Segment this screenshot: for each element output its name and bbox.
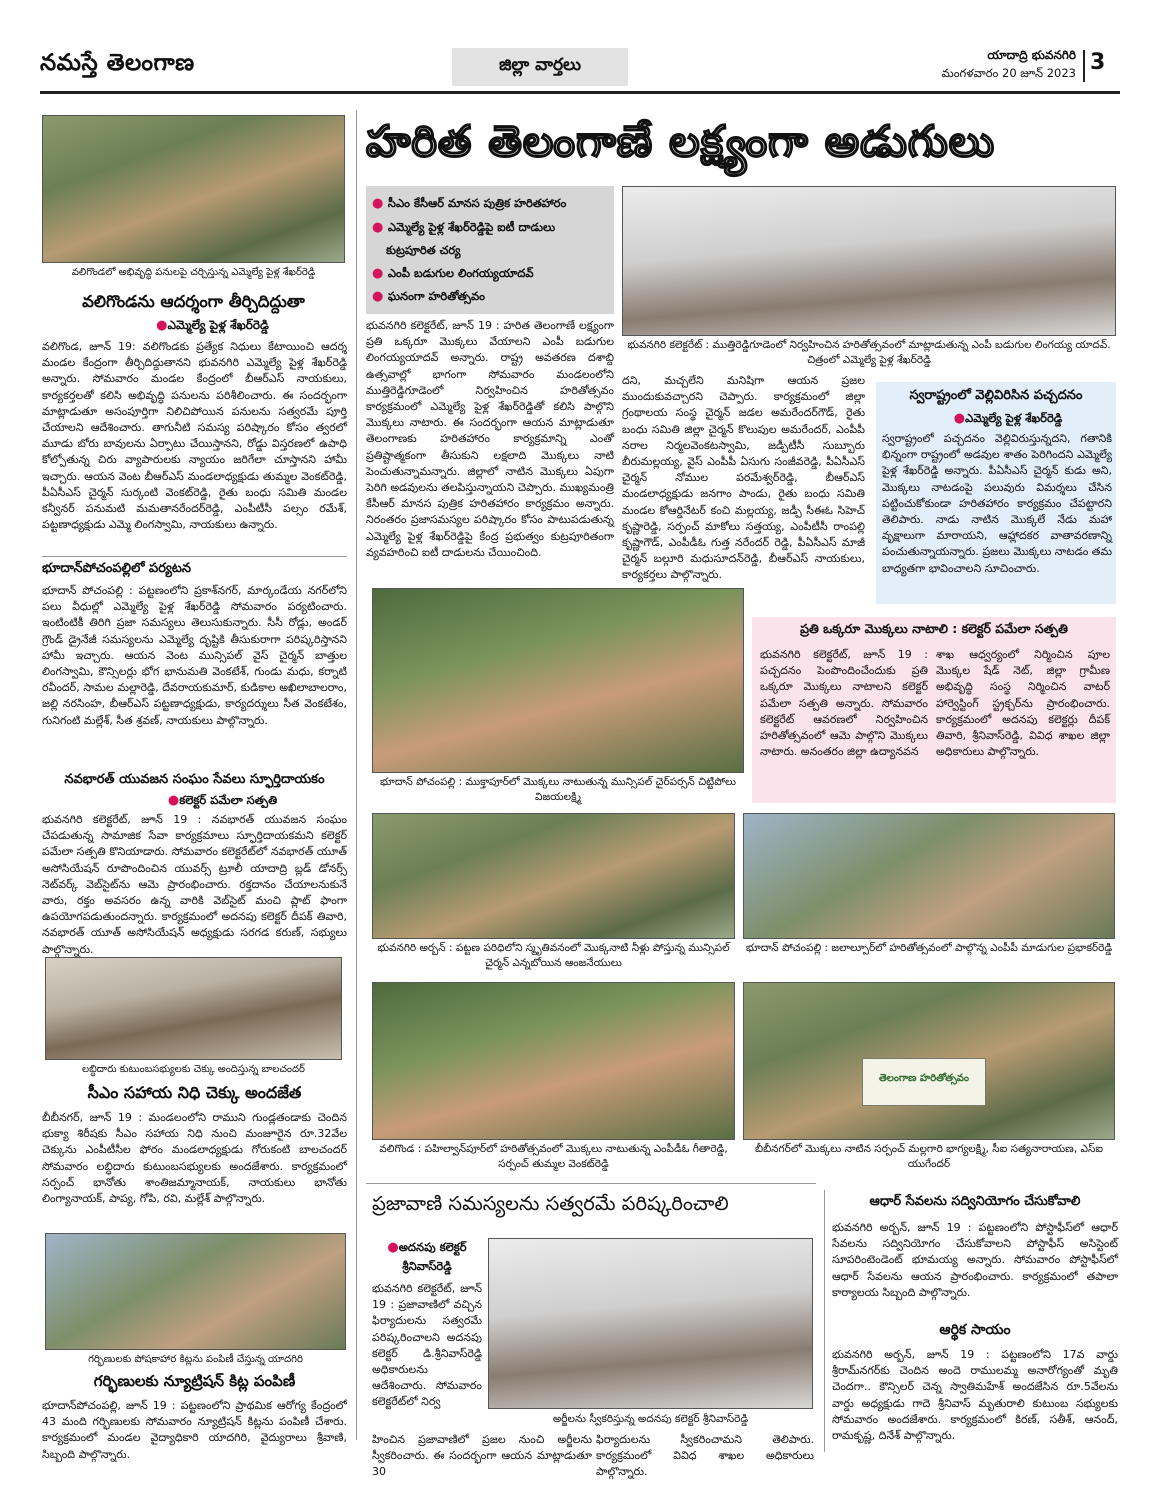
masthead: నమస్తే తెలంగాణ (40, 50, 195, 76)
photo-jalalpur (743, 813, 1115, 939)
prajavani-col1: హించిన ప్రజావాణిలో ప్రజల నుంచి అర్జీలను స్వీకరించారు. ఈ సందర్భంగా ఆయన మాట్లాడుతూ 30 (372, 1433, 592, 1479)
left-headline-5: గర్భిణులకు న్యూట్రిషన్ కిట్ల పంపిణీ (93, 1372, 296, 1390)
bullet-3-text: ఎంపీ బడుగుల లింగయ్యయాదవ్ (387, 265, 534, 280)
header-rule (40, 91, 1120, 94)
page-number: 3 (1090, 50, 1106, 75)
left-headline-2: భూదాన్‌పోచంపల్లిలో పర్యటన (42, 561, 192, 576)
photo-smruthivanam (372, 813, 735, 939)
bullet-icon: ● (372, 219, 388, 235)
aadhar-article: భువనగిరి అర్బన్, జూన్ 19 : పట్టణంలోని పోస్టాఫీస్‌లో ఆధార్ సేవలను సద్వినియోగం చేసుకోవాలని పోస్టాఫీస్ అసిస్టెంట్ సూపరింటెండెంట్ భూమయ్య అన్నారు. సోమవారం పోస్టాఫీస్‌లో ఆధార్ సేవలను ఆయన ప్రారంభించారు. కార్యక్రమంలో తపాలా కార్యాలయ సిబ్బంది పాల్గొన్నారు. (832, 1221, 1118, 1299)
bullet-2-cont: కుట్రపూరిత చర్య (386, 243, 461, 257)
prajavani-title: ప్రజావాణి సమస్యలను సత్వరమే పరిష్కరించాలి (372, 1192, 729, 1215)
main-photo-mukthapur (372, 588, 744, 773)
left-sub-bar-2 (42, 556, 347, 557)
main-bullets (372, 192, 612, 312)
left-article-2: భూదాన్ పోచంపల్లి : పట్టణంలోని ప్రకాశ్‌నగర్, మార్కండేయ నగర్‌లోని పలు వీధుల్లో ఎమ్మెల్యే పైళ్ల శేఖర్‌రెడ్డి సోమవారం పర్యటించారు. ఇంటింటికీ తిరిగి ప్రజా సమస్యలు తెలుసుకున్నారు. సీసీ రోడ్లు, అండర్ గ్రౌండ్ డ్రైనేజీ సమస్యలను ఎమ్మెల్యే దృష్టికి తీసుకురాగా పరిష్కరిస్తానని హామీ ఇచ్చారు. ఆయన వెంట మున్సిపల్ వైస్ చైర్మన్ బాత్తుల లింగస్వామి, కౌన్సిలర్లు భోగ భానుమతి వెంకటేశ్, గుండు మధు, కర్నాటి రవీందర్, సామల మల్లారెడ్డి, దేవరాయకుమార్, కుడికాల అఖిలాబాలరాం, జల్లి నరసింహ, బీఆర్‌ఎస్ పట్టణాధ్యక్షుడు, కార్యదర్శులు సీత వెంకటేశం, గునిగంటి మల్లేశ్, సీత శ్రవణ్, నాయకులు పాల్గొన్నారు. (42, 584, 347, 727)
bullet-4-text: ఘనంగా హరితోత్సవం (387, 289, 485, 303)
bibinagar-banner-text: తెలంగాణ హరితోత్సవం (879, 1073, 969, 1084)
swarashtram-title: స్వరాష్ట్రంలో వెల్లివిరిసిన పచ్చదనం (909, 388, 1083, 403)
main-photo-caption: భువనగిరి కలెక్టరేట్ : ముత్తిరెడ్డిగూడెంలో నిర్వహించిన హరితోత్సవంలో మాట్లాడుతున్న ఎంపీ బడుగుల లింగయ్య యాదవ్. చిత్రంలో ఎమ్మెల్యే పైళ్ల శేఖర్‌రెడ్డి (627, 339, 1111, 366)
bullet-3 (372, 262, 612, 286)
bullet-icon: ● (156, 318, 168, 333)
swarashtram-byline (900, 411, 1116, 429)
main-article-col2: దని, మచ్చలేని మనిషిగా ఆయన ప్రజల ముందుకువచ్చారని చెప్పారు. కార్యక్రమంలో జిల్లా గ్రంథాలయ సంస్థ చైర్మన్ జడల అమరేందర్‌గౌడ్, రైతు బంధు సమితి జిల్లా చైర్మన్ కొలుపుల అమరేందర్, ఎంపీపీ నరాల నిర్మలవెంకటస్వామి, జడ్పీటీసీ సుబ్బూరు బీరుమల్లయ్య, వైస్ ఎంపీపీ ఏసుగు సంజీవరెడ్డి, పీఏసీఎస్ చైర్మన్ నోముల పరమేశ్వర్‌రెడ్డి, బీఆర్‌ఎస్ మండలాధ్యక్షుడు జనగాం పాండు, రైతు బంధు సమితి మండల కోఆర్డినేటర్ కంచి మల్లయ్య, జడ్పీ సీఈఓ సిహెచ్ కృష్ణారెడ్డి, సర్పంచ్ మాకోలు సత్తయ్య, ఎంపీటీసీ రాంపల్లి కృష్ణాగౌడ్, ఎంపీడీఓ గుత్త నరేందర్ రెడ్డి, పీఏసీఎస్ మాజీ చైర్మన్ బల్గూరి మధుసూదన్‌రెడ్డి, బీఆర్‌ఎస్ నాయకులు, కార్యకర్తలు పాల్గొన్నారు. (622, 374, 865, 582)
left-photo-valigonda (42, 115, 345, 263)
left-photo-valigonda-caption: వలిగొండలో అభివృద్ధి పనులపై చర్చిస్తున్న ఎమ్మెల్యే పైళ్ల శేఖర్‌రెడ్డి (71, 267, 316, 278)
prajavani-rule (366, 1183, 816, 1184)
left-photo-nutrition (45, 1233, 346, 1350)
swarashtram-article: స్వరాష్ట్రంలో పచ్చదనం వెల్లివిరుస్తున్నదని, గతానికి భిన్నంగా రాష్ట్రంలో అడవుల శాతం పెరిగిందని ఎమ్మెల్యే పైళ్ల శేఖర్‌రెడ్డి అన్నారు. పీఏసీఎస్ చైర్మన్ కుడు అని, మొక్కలు నాటడంపై పలువురు విమర్శలు చేసిన పట్టించుకోకుండా హరితహారం కార్యక్రమం చేపట్టారని తెలిపారు. నాడు నాటిన మొక్కలే నేడు మహా వృక్షాలుగా మారాయని, ఆహ్లాదకర వాతావరణాన్ని పంచుతున్నాయన్నారు. ప్రజలు మొక్కలు నాటడం తమ బాధ్యతగా భావించాలని సూచించారు. (882, 432, 1112, 575)
main-headline: హరిత తెలంగాణే లక్ష్యంగా అడుగులు (366, 117, 996, 167)
swarashtram-byline-text: ఎమ్మెల్యే పైళ్ల శేఖర్‌రెడ్డి (965, 411, 1063, 425)
prajavani-col2: ఫిర్యాదులను స్వీకరించామని తెలిపారు. కార్యక్రమంలో వివిధ శాఖల అధికారులు పాల్గొన్నారు. (596, 1433, 814, 1479)
bullet-2-text: ఎమ్మెల్యే పైళ్ల శేఖర్‌రెడ్డిపై ఐటీ దాడులు (387, 219, 556, 234)
left-photo-nutrition-caption: గర్భిణులకు పోషకాహార కిట్లను పంపిణీ చేస్తున్న యాదగిరి (88, 1354, 303, 1365)
left-article-4: బీబీనగర్, జూన్ 19 : మండలంలోని రాముని గుండ్లతండాకు చెందిన భుక్యా శిరీషకు సీఎం సహాయ నిధి నుంచి మంజూరైన రూ.32వేల చెక్కును ఎంపీటీసీల ఫోరం మండలాధ్యక్షుడు గోరుకంటి బాలచందర్ సోమవారం లబ్ధిదారు కుటుంబసభ్యులకు అందజేశారు. కార్యక్రమంలో సర్పంచ్ భానోతు శాంతిజమ్మానాయక్, నాయకులు భానోతు లింగ్యానాయక్, పాప్య, గోపి, రవి, మల్లేశ్ పాల్గొన్నారు. (42, 1111, 347, 1206)
collector-title: ప్రతి ఒక్కరూ మొక్కలు నాటాలి : కలెక్టర్ పమేలా సత్పతి (800, 621, 1068, 636)
left-article-3: భువనగిరి కలెక్టరేట్, జూన్ 19 : నవభారత్ యువజన సంఘం చేపడుతున్న సామాజిక సేవా కార్యక్రమాలు స్ఫూర్తిదాయకమని కలెక్టర్ పమేలా సత్పతి కొనియాడారు. సోమవారం కలెక్టరేట్‌లో నవభారత్ యూత్ అసోసియేషన్ రూపొందించిన యువర్స్ ట్రూలీ యాదాద్రి బ్లడ్ డోనర్స్ నెట్‌వర్క్ వెబ్‌సైట్‌ను ఆమె ప్రారంభించారు. రక్తదానం చేయాలనుకునే వారు, రక్తం అవసరం ఉన్న వారికి వెబ్‌సైట్ మంచి ప్లాట్ ఫాంగా ఉపయోగపడుతుందన్నారు. కార్యక్రమంలో అదనపు కలెక్టర్ దీపక్ తివారి, నవభారత్ యూత్ అసోసియేషన్ అధ్యక్షుడు సరగడ కరుణ్, సభ్యులు పాల్గొన్నారు. (42, 813, 347, 956)
collector-article-col1: భువనగిరి కలెక్టరేట్, జూన్ 19 : పచ్చదనం పెంపొందించేందుకు ప్రతి ఒక్కరూ మొక్కలు నాటాలని కలెక్టర్ పమేలా సత్పతి అన్నారు. సోమవారం కలెక్టరేట్ ఆవరణలో నిర్వహించిన హరితోత్సవంలో ఆమె పాల్గొని మొక్కలు నాటారు. అనంతరం జిల్లా ఉద్యానవన (760, 648, 928, 759)
aadhar-title: ఆధార్ సేవలను సద్వినియోగం చేసుకోవాలి (869, 1194, 1081, 1209)
bullet-icon: ● (372, 196, 388, 211)
district-label: యాదాద్రి భువనగిరి (987, 48, 1076, 62)
photo-jalalpur-caption: భూదాన్ పోచంపల్లి : జలాల్పూర్‌లో హరితోత్సవంలో పాల్గొన్న ఎంపీపీ మాడుగుల ప్రభాకర్‌రెడ్డి (745, 942, 1113, 954)
photo-smruthivanam-caption: భువనగిరి అర్బన్ : పట్టణ పరిధిలోని స్మృతివనంలో మొక్కనాటి నీళ్లు పోస్తున్న మున్సిపల్ చైర్మన్ ఎన్నబోయిన ఆంజనేయులు (377, 942, 730, 969)
left-byline-1-text: ఎమ్మెల్యే పైళ్ల శేఖర్‌రెడ్డి (167, 318, 269, 332)
arthika-title: ఆర్థిక సాయం (939, 1322, 1011, 1338)
right-lower-rule (824, 1190, 825, 1452)
prajavani-byline-1-text: అదనపు కలెక్టర్ (398, 1240, 467, 1254)
left-photo-cheque (45, 957, 342, 1060)
left-byline-3 (100, 793, 345, 810)
left-article-5: భూదాన్‌పోచంపల్లి, జూన్ 19 : పట్టణంలోని ప్రాథమిక ఆరోగ్య కేంద్రంలో 43 మంది గర్భిణులకు సోమవారం న్యూట్రిషన్ కిట్లను పంపిణీ చేశారు. కార్యక్రమంలో మండల వైద్యాధికారి యాదగిరి, వైద్యురాలు శ్రీవాణి, సిబ్బంది పాల్గొన్నారు. (42, 1399, 347, 1461)
main-photo-mukthapur-caption: భూదాన్ పోచంపల్లి : ముక్తాపూర్‌లో మొక్కలు నాటుతున్న మున్సిపల్ చైర్‌పర్సన్ చిట్టిపోలు విజయలక్ష్మి (379, 776, 737, 803)
left-photo-cheque-caption: లబ్ధిదారు కుటుంబసభ్యులకు చెక్కు అందిస్తున్న బాలచందర్ (82, 1064, 305, 1075)
prajavani-photo-caption: అర్జీలను స్వీకరిస్తున్న అదనపు కలెక్టర్ శ్రీనివాస్‌రెడ్డి (552, 1413, 749, 1425)
bullet-2 (372, 216, 612, 240)
photo-pahilwanpur (372, 982, 735, 1140)
bullet-4 (372, 285, 612, 309)
collector-article-col2: శాఖ ఆధ్వర్యంలో నిర్మించిన పూల మొక్కల షేడ్ నెట్, జిల్లా గ్రామీణ అభివృద్ధి సంస్థ నిర్మించిన వాటర్ హార్వెస్టింగ్ స్ట్రక్చర్‌ను ప్రారంభించారు. కార్యక్రమంలో అదనపు కలెక్టర్లు దీపక్ తివారి, శ్రీనివాస్‌రెడ్డి, వివిధ శాఖల జిల్లా అధికారులు పాల్గొన్నారు. (936, 648, 1110, 759)
column-rule (356, 110, 357, 1440)
left-headline-3: నవభారత్ యువజన సంఘం సేవలు స్ఫూర్తిదాయకం (64, 772, 325, 787)
bullet-1-text: సీఎం కేసీఆర్ మానస పుత్రిక హరితహారం (387, 196, 567, 210)
bullet-icon: ● (387, 1240, 399, 1255)
bullet-icon: ● (167, 793, 180, 808)
main-article-col1: భువనగిరి కలెక్టరేట్, జూన్ 19 : హరిత తెలంగాణే లక్ష్యంగా ప్రతి ఒక్కరూ మొక్కలు వేయాలని ఎంపీ బడుగుల లింగయ్యయాదవ్ అన్నారు. రాష్ట్ర అవతరణ దశాబ్ది ఉత్సవాల్లో భాగంగా సోమవారం మండలంలోని ముత్తిరెడ్డిగూడెంలో నిర్వహించిన హరితోత్సవం కార్యక్రమంలో ఎమ్మెల్యే పైళ్ల శేఖర్‌రెడ్డితో కలిసి పాల్గొని మొక్కలు నాటారు. ఈ సందర్భంగా ఆయన మాట్లాడుతూ తెలంగాణకు హరితహారం కార్యక్రమాన్ని ఎంతో ప్రతిష్టాత్మకంగా తీసుకుని లక్షలాది మొక్కలు నాటి పెంచుతున్నామన్నారు. జిల్లాలో నాటిన మొక్కలు ఏపుగా పెరిగి అడవులను తలపిస్తున్నాయని చెప్పారు. ముఖ్యమంత్రి కేసీఆర్ మానస పుత్రిక హరితహారం కార్యక్రమం అన్నారు. నిరంతరం ప్రజాసమస్యల పరిష్కారం కోసం పాటుపడుతున్న ఎమ్మెల్యే పైళ్ల శేఖర్‌రెడ్డిపై కేంద్ర ప్రభుత్వం కుట్రపూరితంగా వ్యవహరించి ఐటీ దాడులను చేయించింది. (366, 319, 614, 559)
left-byline-3-text: కలెక్టర్ పమేలా సత్పతి (179, 793, 278, 807)
bullet-1 (372, 192, 612, 216)
header-divider (1083, 50, 1085, 82)
left-headline-4: సీఎం సహాయ నిధి చెక్కు అందజేత (87, 1083, 302, 1102)
left-headline-1: వలిగొండను ఆదర్శంగా తీర్చిదిద్దుతా (82, 292, 305, 311)
photo-bibinagar-caption: బీబీనగర్‌లో మొక్కలు నాటిన సర్పంచ్ మల్లగారి భాగ్యలక్ష్మి, సీఐ సత్యనారాయణ, ఎస్‌ఐ యుగేందర్ (754, 1143, 1103, 1170)
left-byline-1 (80, 318, 345, 336)
prajavani-byline-1 (372, 1240, 482, 1258)
bullet-icon: ● (953, 411, 966, 426)
bullet-icon: ● (372, 289, 388, 304)
prajavani-byline-2: శ్రీనివాస్‌రెడ్డి (402, 1259, 452, 1273)
prajavani-lead: భువనగిరి కలెక్టరేట్, జూన్ 19 : ప్రజావాణిలో వచ్చిన ఫిర్యాదులను సత్వరమే పరిష్కరించాలని అదనపు కలెక్టర్ డి.శ్రీనివాస్‌రెడ్డి అధికారులను ఆదేశించారు. సోమవారం కలెక్టరేట్‌లో నిర్వ (372, 1282, 482, 1409)
main-photo-harithotsavam (622, 186, 1116, 336)
photo-pahilwanpur-caption: వలిగొండ : పహిల్వాన్‌పూర్‌లో హరితోత్సవంలో మొక్కలు నాటుతున్న ఎంపీడీఓ గీతారెడ్డి, సర్పంచ్ తుమ్మల వెంకట్‌రెడ్డి (379, 1143, 728, 1170)
section-title: జిల్లా వార్తలు (499, 55, 581, 75)
date-label: మంగళవారం 20 జూన్ 2023 (941, 66, 1076, 80)
arthika-article: భువనగిరి అర్బన్, జూన్ 19 : పట్టణంలోని 17వ వార్డు శ్రీరామ్‌నగర్‌కు చెందిన అందె రాములమ్మ అనారోగ్యంతో మృతి చెందగా.. కౌన్సిలర్ చెన్న స్వాతిమహేశ్ అందజేసిన రూ.5వేలను వార్డు అధ్యక్షుడు గాదె శ్రీనివాస్ మృతురాలి కుటుంబ సభ్యులకు సోమవారం అందజేశారు. కార్యక్రమంలో కిరణ్, సతీశ్, ఆనంద్, రామకృష్ణ, దినేశ్ పాల్గొన్నారు. (832, 1348, 1118, 1443)
prajavani-photo (488, 1238, 813, 1409)
left-article-1: వలిగొండ, జూన్ 19: వలిగొండకు ప్రత్యేక నిధులు కేటాయించి ఆదర్శ మండల కేంద్రంగా తీర్చిదిద్దుతానని భువనగిరి ఎమ్మెల్యే పైళ్ల శేఖర్‌రెడ్డి అన్నారు. సోమవారం మండల కేంద్రంలో బీఆర్‌ఎస్ నాయకులు, కార్యకర్తలతో కలిసి అభివృద్ధి పనులను పరిశీలించారు. ఈ సందర్భంగా మాట్లాడుతూ అసంపూర్తిగా నిలిచిపోయిన పనులను సత్వరమే పూర్తి చేయాలని ఆదేశించారు. తాగునీటి సమస్య పరిష్కారం కోసం త్వరలో మూడు బోరు బావులను ఏర్పాటు చేయిస్తానని, రోడ్డు విస్తరణలో ఉపాధి కోల్పోతున్న చిరు వ్యాపారులకు న్యాయం జరిగేలా చూస్తానని హామీ ఇచ్చారు. ఆయన వెంట బీఆర్‌ఎస్ మండలాధ్యక్షుడు తుమ్మల వెంకట్‌రెడ్డి, పీఏసీఎస్ చైర్మన్ సుర్కంటి వెంకట్‌రెడ్డి, రైతు బంధు సమితి మండల కన్వీనర్ పనుమటి మమతానరేందర్‌రెడ్డి, ఎంపీటీసీ పల్సం రమేశ్, పట్టణాధ్యక్షుడు ఎమ్మె లింగస్వామి, నాయకులు ఉన్నారు. (42, 340, 347, 532)
bullet-icon: ● (372, 265, 388, 281)
